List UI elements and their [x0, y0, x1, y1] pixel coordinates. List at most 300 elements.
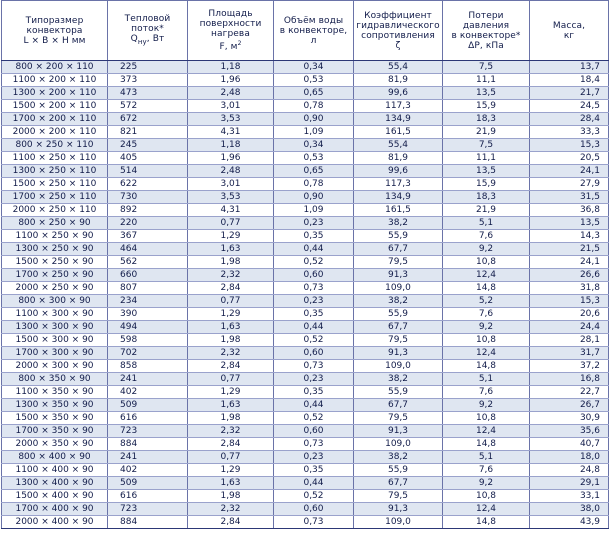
cell-mass: 31,8	[530, 282, 609, 295]
cell-water-volume: 0,52	[274, 256, 354, 269]
header-coef-line4: ζ	[395, 40, 401, 51]
header-heat-flow-line2: поток*	[131, 24, 164, 35]
cell-surface-area: 1,63	[188, 399, 274, 412]
cell-water-volume: 0,34	[274, 61, 354, 74]
cell-hydraulic-coefficient: 38,2	[354, 295, 443, 308]
cell-size: 1500 × 350 × 90	[2, 412, 108, 425]
cell-water-volume: 0,90	[274, 113, 354, 126]
cell-water-volume: 0,65	[274, 87, 354, 100]
header-heat-flow	[108, 1, 188, 61]
cell-pressure-loss: 10,8	[443, 256, 530, 269]
cell-water-volume: 0,60	[274, 425, 354, 438]
cell-pressure-loss: 5,2	[443, 295, 530, 308]
cell-size: 1700 × 200 × 110	[2, 113, 108, 126]
cell-mass: 43,9	[530, 516, 609, 529]
cell-size: 800 × 250 × 110	[2, 139, 108, 152]
cell-hydraulic-coefficient: 79,5	[354, 412, 443, 425]
cell-pressure-loss: 7,6	[443, 464, 530, 477]
header-heat-flow-line3	[110, 34, 185, 47]
cell-surface-area: 3,01	[188, 100, 274, 113]
table-row	[2, 295, 609, 308]
cell-water-volume: 0,73	[274, 360, 354, 373]
cell-mass: 16,8	[530, 373, 609, 386]
cell-mass: 20,5	[530, 152, 609, 165]
cell-water-volume: 0,73	[274, 438, 354, 451]
cell-surface-area: 0,77	[188, 373, 274, 386]
cell-heat-flow: 509	[108, 399, 188, 412]
cell-mass: 24,8	[530, 464, 609, 477]
header-surface-unit: F, м	[219, 42, 238, 52]
header-mass-line1: Масса,	[552, 20, 586, 31]
cell-water-volume: 0,35	[274, 464, 354, 477]
cell-pressure-loss: 10,8	[443, 334, 530, 347]
cell-surface-area: 1,98	[188, 256, 274, 269]
table-row	[2, 256, 609, 269]
header-pressure-line2: в конвекторе*	[451, 30, 521, 41]
table-row	[2, 269, 609, 282]
cell-pressure-loss: 7,5	[443, 61, 530, 74]
cell-hydraulic-coefficient: 67,7	[354, 321, 443, 334]
cell-mass: 29,1	[530, 477, 609, 490]
header-heat-flow-sub: ну	[137, 37, 147, 46]
cell-heat-flow: 245	[108, 139, 188, 152]
table-row	[2, 451, 609, 464]
table-row	[2, 399, 609, 412]
cell-hydraulic-coefficient: 67,7	[354, 399, 443, 412]
header-coef-line3: сопротивления	[361, 30, 435, 41]
cell-pressure-loss: 5,1	[443, 373, 530, 386]
cell-size: 1700 × 400 × 90	[2, 503, 108, 516]
cell-heat-flow: 464	[108, 243, 188, 256]
cell-size: 800 × 300 × 90	[2, 295, 108, 308]
cell-pressure-loss: 15,9	[443, 178, 530, 191]
table-row	[2, 347, 609, 360]
cell-mass: 21,5	[530, 243, 609, 256]
table-row	[2, 61, 609, 74]
cell-surface-area: 4,31	[188, 204, 274, 217]
table-row	[2, 490, 609, 503]
table-row	[2, 334, 609, 347]
cell-size: 1300 × 250 × 110	[2, 165, 108, 178]
cell-surface-area: 1,18	[188, 61, 274, 74]
header-volume-line1: Объём воды	[283, 15, 344, 26]
cell-pressure-loss: 5,1	[443, 217, 530, 230]
header-pressure-loss	[443, 1, 530, 61]
cell-mass: 21,7	[530, 87, 609, 100]
cell-mass: 26,6	[530, 269, 609, 282]
header-volume-line2: в конвекторе,	[279, 25, 348, 36]
cell-surface-area: 2,48	[188, 165, 274, 178]
cell-surface-area: 4,31	[188, 126, 274, 139]
cell-hydraulic-coefficient: 67,7	[354, 243, 443, 256]
cell-surface-area: 3,53	[188, 113, 274, 126]
header-surface-line1: Площадь	[208, 9, 253, 19]
cell-heat-flow: 892	[108, 204, 188, 217]
table-row	[2, 113, 609, 126]
cell-surface-area: 2,84	[188, 282, 274, 295]
cell-water-volume: 1,09	[274, 204, 354, 217]
table-row	[2, 243, 609, 256]
cell-hydraulic-coefficient: 161,5	[354, 126, 443, 139]
header-mass-line2: кг	[563, 30, 575, 41]
cell-size: 1100 × 350 × 90	[2, 386, 108, 399]
cell-surface-area: 2,48	[188, 87, 274, 100]
cell-hydraulic-coefficient: 109,0	[354, 360, 443, 373]
cell-size: 1300 × 400 × 90	[2, 477, 108, 490]
cell-water-volume: 0,52	[274, 490, 354, 503]
cell-water-volume: 0,44	[274, 399, 354, 412]
cell-size: 1500 × 300 × 90	[2, 334, 108, 347]
cell-water-volume: 0,34	[274, 139, 354, 152]
cell-mass: 13,5	[530, 217, 609, 230]
cell-hydraulic-coefficient: 81,9	[354, 74, 443, 87]
cell-size: 1300 × 350 × 90	[2, 399, 108, 412]
cell-hydraulic-coefficient: 55,9	[354, 230, 443, 243]
cell-mass: 31,7	[530, 347, 609, 360]
cell-pressure-loss: 9,2	[443, 321, 530, 334]
cell-pressure-loss: 9,2	[443, 243, 530, 256]
cell-surface-area: 2,32	[188, 425, 274, 438]
cell-surface-area: 1,29	[188, 464, 274, 477]
table-row	[2, 217, 609, 230]
table-row	[2, 360, 609, 373]
cell-hydraulic-coefficient: 38,2	[354, 217, 443, 230]
cell-water-volume: 0,23	[274, 295, 354, 308]
cell-hydraulic-coefficient: 134,9	[354, 191, 443, 204]
cell-water-volume: 0,73	[274, 282, 354, 295]
cell-heat-flow: 858	[108, 360, 188, 373]
cell-surface-area: 1,96	[188, 74, 274, 87]
table-row	[2, 373, 609, 386]
cell-pressure-loss: 14,8	[443, 360, 530, 373]
cell-heat-flow: 367	[108, 230, 188, 243]
cell-size: 1700 × 300 × 90	[2, 347, 108, 360]
cell-water-volume: 0,23	[274, 373, 354, 386]
cell-surface-area: 1,98	[188, 412, 274, 425]
cell-surface-area: 2,32	[188, 269, 274, 282]
cell-heat-flow: 241	[108, 451, 188, 464]
cell-surface-area: 1,63	[188, 321, 274, 334]
cell-surface-area: 1,63	[188, 243, 274, 256]
cell-hydraulic-coefficient: 91,3	[354, 425, 443, 438]
table-row	[2, 438, 609, 451]
cell-hydraulic-coefficient: 55,9	[354, 464, 443, 477]
cell-heat-flow: 821	[108, 126, 188, 139]
cell-pressure-loss: 14,8	[443, 282, 530, 295]
cell-mass: 20,6	[530, 308, 609, 321]
cell-water-volume: 0,44	[274, 321, 354, 334]
cell-size: 1300 × 300 × 90	[2, 321, 108, 334]
header-heat-flow-line1: Тепловой	[124, 14, 171, 25]
header-hydraulic-coefficient	[354, 1, 443, 61]
table-row	[2, 503, 609, 516]
cell-pressure-loss: 7,6	[443, 230, 530, 243]
header-coef-line2: гидравлического	[356, 20, 440, 31]
cell-heat-flow: 473	[108, 87, 188, 100]
cell-heat-flow: 672	[108, 113, 188, 126]
cell-size: 1700 × 250 × 90	[2, 269, 108, 282]
cell-heat-flow: 225	[108, 61, 188, 74]
cell-mass: 28,4	[530, 113, 609, 126]
cell-hydraulic-coefficient: 99,6	[354, 87, 443, 100]
cell-heat-flow: 405	[108, 152, 188, 165]
table-row	[2, 139, 609, 152]
cell-surface-area: 0,77	[188, 451, 274, 464]
cell-surface-area: 1,18	[188, 139, 274, 152]
header-surface-area	[188, 1, 274, 61]
cell-hydraulic-coefficient: 109,0	[354, 438, 443, 451]
cell-mass: 26,7	[530, 399, 609, 412]
cell-heat-flow: 660	[108, 269, 188, 282]
cell-hydraulic-coefficient: 38,2	[354, 451, 443, 464]
cell-mass: 33,1	[530, 490, 609, 503]
cell-surface-area: 2,32	[188, 347, 274, 360]
cell-pressure-loss: 7,6	[443, 386, 530, 399]
cell-hydraulic-coefficient: 79,5	[354, 256, 443, 269]
cell-pressure-loss: 7,5	[443, 139, 530, 152]
cell-mass: 24,5	[530, 100, 609, 113]
table-row	[2, 308, 609, 321]
cell-heat-flow: 402	[108, 464, 188, 477]
table-row	[2, 386, 609, 399]
cell-size: 1300 × 250 × 90	[2, 243, 108, 256]
cell-size: 2000 × 250 × 90	[2, 282, 108, 295]
cell-mass: 24,1	[530, 256, 609, 269]
cell-heat-flow: 494	[108, 321, 188, 334]
cell-heat-flow: 616	[108, 412, 188, 425]
cell-water-volume: 0,35	[274, 230, 354, 243]
cell-mass: 28,1	[530, 334, 609, 347]
cell-surface-area: 0,77	[188, 217, 274, 230]
table-row	[2, 516, 609, 529]
header-surface-line2: поверхности	[199, 19, 262, 29]
table-row	[2, 321, 609, 334]
cell-heat-flow: 562	[108, 256, 188, 269]
cell-heat-flow: 730	[108, 191, 188, 204]
cell-hydraulic-coefficient: 91,3	[354, 269, 443, 282]
cell-water-volume: 0,73	[274, 516, 354, 529]
table-row	[2, 126, 609, 139]
cell-mass: 15,3	[530, 295, 609, 308]
table-row	[2, 87, 609, 100]
cell-size: 1500 × 250 × 110	[2, 178, 108, 191]
cell-heat-flow: 234	[108, 295, 188, 308]
cell-mass: 14,3	[530, 230, 609, 243]
cell-size: 1700 × 250 × 110	[2, 191, 108, 204]
cell-surface-area: 1,29	[188, 308, 274, 321]
table-body	[2, 61, 609, 529]
cell-size: 1500 × 400 × 90	[2, 490, 108, 503]
header-surface-line3: нагрева	[211, 29, 250, 39]
cell-water-volume: 0,60	[274, 269, 354, 282]
cell-size: 2000 × 200 × 110	[2, 126, 108, 139]
cell-water-volume: 0,53	[274, 152, 354, 165]
cell-hydraulic-coefficient: 79,5	[354, 334, 443, 347]
header-size-line2: конвектора	[26, 25, 83, 36]
cell-pressure-loss: 12,4	[443, 425, 530, 438]
cell-pressure-loss: 7,6	[443, 308, 530, 321]
cell-surface-area: 1,63	[188, 477, 274, 490]
header-heat-flow-unit: , Вт	[146, 34, 165, 45]
cell-surface-area: 3,01	[188, 178, 274, 191]
cell-size: 1100 × 250 × 90	[2, 230, 108, 243]
cell-water-volume: 0,44	[274, 243, 354, 256]
cell-heat-flow: 723	[108, 503, 188, 516]
cell-pressure-loss: 10,8	[443, 412, 530, 425]
cell-mass: 24,1	[530, 165, 609, 178]
header-pressure-line1: Потери давления	[462, 10, 510, 31]
cell-water-volume: 0,35	[274, 386, 354, 399]
cell-pressure-loss: 10,8	[443, 490, 530, 503]
cell-size: 1100 × 400 × 90	[2, 464, 108, 477]
cell-surface-area: 2,32	[188, 503, 274, 516]
cell-size: 1700 × 350 × 90	[2, 425, 108, 438]
cell-surface-area: 3,53	[188, 191, 274, 204]
cell-water-volume: 0,78	[274, 178, 354, 191]
cell-pressure-loss: 5,1	[443, 451, 530, 464]
cell-hydraulic-coefficient: 134,9	[354, 113, 443, 126]
cell-heat-flow: 402	[108, 386, 188, 399]
cell-heat-flow: 723	[108, 425, 188, 438]
cell-pressure-loss: 13,5	[443, 165, 530, 178]
cell-pressure-loss: 14,8	[443, 438, 530, 451]
table-row	[2, 282, 609, 295]
cell-pressure-loss: 12,4	[443, 347, 530, 360]
cell-pressure-loss: 18,3	[443, 113, 530, 126]
header-size	[2, 1, 108, 61]
cell-hydraulic-coefficient: 91,3	[354, 347, 443, 360]
cell-surface-area: 1,98	[188, 490, 274, 503]
cell-mass: 27,9	[530, 178, 609, 191]
cell-mass: 36,8	[530, 204, 609, 217]
table-row	[2, 230, 609, 243]
cell-pressure-loss: 21,9	[443, 204, 530, 217]
table-header-row	[2, 1, 609, 61]
table-row	[2, 425, 609, 438]
cell-hydraulic-coefficient: 55,9	[354, 308, 443, 321]
cell-surface-area: 2,84	[188, 516, 274, 529]
cell-mass: 13,7	[530, 61, 609, 74]
cell-surface-area: 2,84	[188, 438, 274, 451]
table-row	[2, 178, 609, 191]
cell-water-volume: 0,60	[274, 347, 354, 360]
header-water-volume	[274, 1, 354, 61]
header-size-line3: L × B × H мм	[23, 35, 86, 46]
cell-surface-area: 1,96	[188, 152, 274, 165]
cell-mass: 37,2	[530, 360, 609, 373]
cell-mass: 18,4	[530, 74, 609, 87]
cell-hydraulic-coefficient: 91,3	[354, 503, 443, 516]
cell-size: 1100 × 300 × 90	[2, 308, 108, 321]
cell-size: 800 × 400 × 90	[2, 451, 108, 464]
cell-heat-flow: 390	[108, 308, 188, 321]
cell-hydraulic-coefficient: 67,7	[354, 477, 443, 490]
cell-hydraulic-coefficient: 55,9	[354, 386, 443, 399]
header-heat-flow-symbol: Q	[130, 34, 138, 45]
cell-hydraulic-coefficient: 79,5	[354, 490, 443, 503]
cell-water-volume: 0,35	[274, 308, 354, 321]
cell-size: 1500 × 200 × 110	[2, 100, 108, 113]
cell-surface-area: 1,29	[188, 230, 274, 243]
cell-heat-flow: 509	[108, 477, 188, 490]
cell-hydraulic-coefficient: 99,6	[354, 165, 443, 178]
cell-heat-flow: 884	[108, 438, 188, 451]
cell-hydraulic-coefficient: 109,0	[354, 282, 443, 295]
cell-mass: 38,0	[530, 503, 609, 516]
cell-heat-flow: 884	[108, 516, 188, 529]
cell-mass: 24,4	[530, 321, 609, 334]
cell-pressure-loss: 21,9	[443, 126, 530, 139]
cell-water-volume: 0,52	[274, 334, 354, 347]
table-row	[2, 412, 609, 425]
table-row	[2, 191, 609, 204]
cell-pressure-loss: 14,8	[443, 516, 530, 529]
cell-surface-area: 2,84	[188, 360, 274, 373]
cell-size: 1500 × 250 × 90	[2, 256, 108, 269]
cell-mass: 18,0	[530, 451, 609, 464]
table-row	[2, 100, 609, 113]
cell-size: 1300 × 200 × 110	[2, 87, 108, 100]
cell-heat-flow: 622	[108, 178, 188, 191]
cell-mass: 33,3	[530, 126, 609, 139]
table-row	[2, 165, 609, 178]
cell-mass: 30,9	[530, 412, 609, 425]
cell-heat-flow: 598	[108, 334, 188, 347]
cell-water-volume: 0,90	[274, 191, 354, 204]
header-surface-line4	[190, 39, 271, 52]
cell-pressure-loss: 15,9	[443, 100, 530, 113]
cell-size: 2000 × 350 × 90	[2, 438, 108, 451]
cell-hydraulic-coefficient: 55,4	[354, 139, 443, 152]
cell-hydraulic-coefficient: 55,4	[354, 61, 443, 74]
cell-heat-flow: 807	[108, 282, 188, 295]
header-coef-line1: Коэффициент	[364, 10, 432, 21]
cell-water-volume: 0,60	[274, 503, 354, 516]
cell-water-volume: 0,23	[274, 217, 354, 230]
convector-spec-table	[1, 0, 609, 529]
cell-surface-area: 1,29	[188, 386, 274, 399]
cell-surface-area: 1,98	[188, 334, 274, 347]
cell-water-volume: 0,44	[274, 477, 354, 490]
cell-size: 1100 × 250 × 110	[2, 152, 108, 165]
header-volume-line3: л	[310, 35, 317, 46]
cell-hydraulic-coefficient: 38,2	[354, 373, 443, 386]
cell-heat-flow: 373	[108, 74, 188, 87]
cell-surface-area: 0,77	[188, 295, 274, 308]
cell-hydraulic-coefficient: 117,3	[354, 100, 443, 113]
cell-hydraulic-coefficient: 81,9	[354, 152, 443, 165]
cell-pressure-loss: 18,3	[443, 191, 530, 204]
header-pressure-line3: ΔP, кПа	[468, 40, 504, 51]
table-row	[2, 152, 609, 165]
cell-water-volume: 0,23	[274, 451, 354, 464]
cell-mass: 40,7	[530, 438, 609, 451]
cell-heat-flow: 616	[108, 490, 188, 503]
table-row	[2, 464, 609, 477]
cell-pressure-loss: 12,4	[443, 503, 530, 516]
header-surface-sup: 2	[237, 40, 242, 47]
cell-water-volume: 0,65	[274, 165, 354, 178]
cell-heat-flow: 572	[108, 100, 188, 113]
cell-heat-flow: 241	[108, 373, 188, 386]
cell-mass: 22,7	[530, 386, 609, 399]
cell-size: 800 × 250 × 90	[2, 217, 108, 230]
cell-size: 2000 × 300 × 90	[2, 360, 108, 373]
cell-hydraulic-coefficient: 117,3	[354, 178, 443, 191]
table-row	[2, 477, 609, 490]
cell-heat-flow: 514	[108, 165, 188, 178]
cell-size: 800 × 350 × 90	[2, 373, 108, 386]
